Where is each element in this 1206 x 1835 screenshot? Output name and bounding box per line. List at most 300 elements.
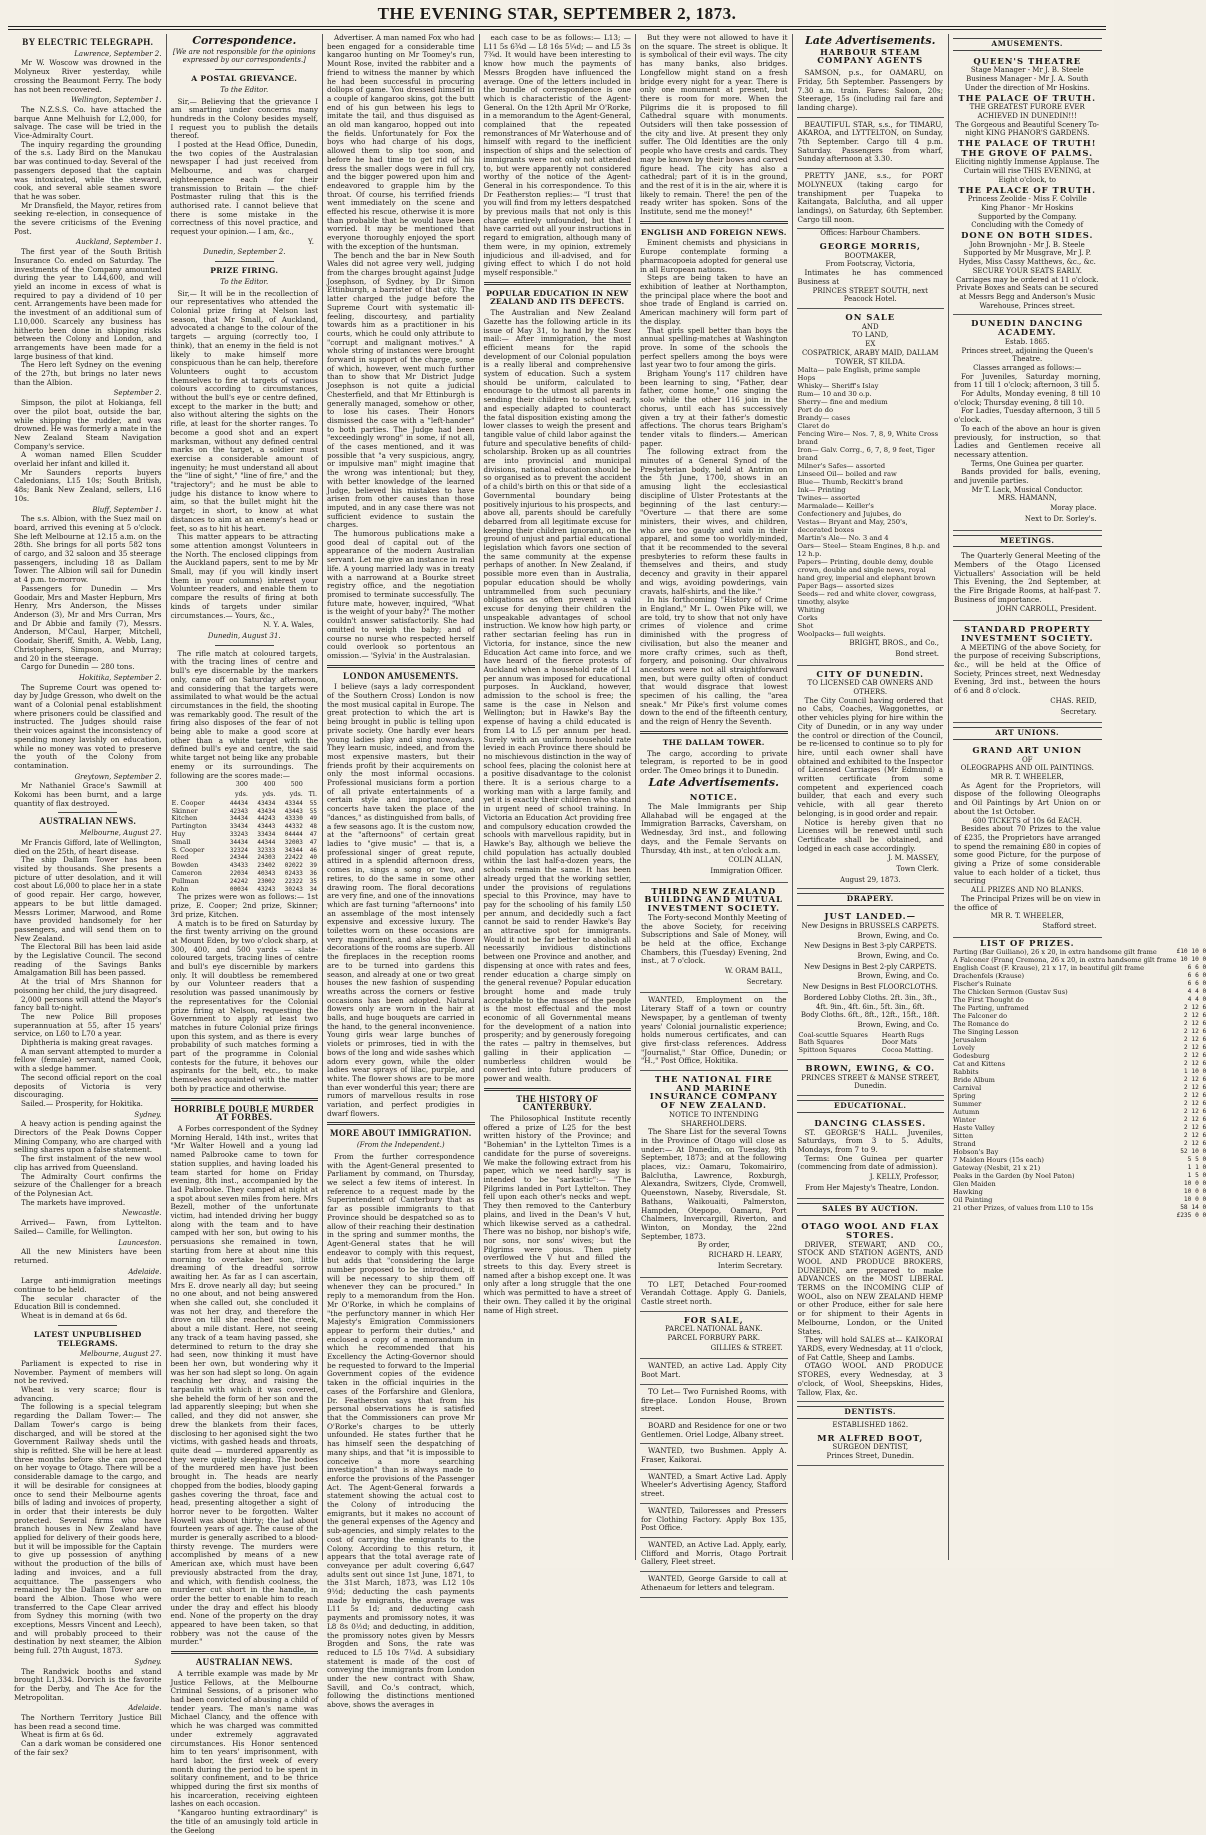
ad-signature: Brown, Ewing, and Co. <box>857 952 939 960</box>
ad-grand-art-union <box>953 742 1102 938</box>
goods-item: Marmalade— Keiller's <box>797 502 874 511</box>
paragraph: A match is to be fired on Saturday by the first twenty arriving on the ground at Mount Eden, by two o'clock sharp, at 300, 400, and 500 yards — slate-coloured targets, tracing lines of centre and bull's eye discernible by markers only. It will doubtless be remembered by our Volunteer readers that a resolution was passed unanimously by the representatives for the Colonial prize firing at Nelson, requesting the Government to apply at least two matches in future Colonial prize firings upon this system, and as there is every probability of such matches forming a part of the programme in Colonial contests for the future, it behoves our aspirants for the belt, etc., to make themselves acquainted with the matter both by practice and otherwise. <box>170 918 318 1093</box>
ad-line: EX <box>865 340 876 349</box>
prize-name: Lovely <box>953 1044 975 1053</box>
table-cell: 34344 <box>284 846 303 854</box>
table-cell: 43243 <box>257 885 276 893</box>
prize-name: Spring <box>953 1092 976 1101</box>
letter-salutation: To the Editor. <box>220 277 269 286</box>
ad-body: WANTED, two Bushmen. Apply A. Fraser, Kaikorai. <box>641 1446 787 1465</box>
table-cell: 33434 <box>229 823 248 831</box>
letter-signature: N. Y. A. Wales, <box>263 621 314 630</box>
table-cell: 46 <box>309 846 317 854</box>
news-paragraph: Parliament is expected to rise in November. Payment of members will not be revived. <box>14 1358 162 1386</box>
ad-line: SECURE YOUR SEATS EARLY. <box>972 266 1082 275</box>
news-paragraph: The markets have improved. <box>21 1197 126 1207</box>
table-cell: Kitchen <box>171 814 198 823</box>
ad-body: For Ladies, Tuesday afternoon, 3 till 5 o'clock. <box>954 406 1101 425</box>
paragraph: The cargo, according to private telegram, is reported to be in good order. The Omeo brings it to Dunedin. <box>640 748 788 775</box>
dateline: Auckland, September 1. <box>76 238 162 247</box>
ad-body: They will hold SALES at— KAIKORAI YARDS, every Wednesday, at 11 o'clock, of Fat Cattle, Sheep and Lambs. <box>797 1335 943 1362</box>
ad-title: ON SALE <box>845 311 896 322</box>
ad-line: Stage Manager - Mr J. B. Steele <box>970 66 1084 75</box>
ad-line: MR R. T. WHEELER, <box>990 912 1064 921</box>
table-cell: 24242 <box>229 877 248 885</box>
ad-city-of-dunedin <box>797 666 945 890</box>
prize-value: 2 12 6 <box>1183 1076 1206 1084</box>
section-heading: DENTISTS. <box>797 1406 945 1419</box>
table-cell: 02022 <box>284 862 303 870</box>
prize-row <box>953 956 1206 964</box>
ad-to-let <box>640 1278 788 1312</box>
ad-title: MR ALFRED BOOT, <box>817 1432 924 1443</box>
ad-role: Secretary. <box>746 977 783 986</box>
column-subheader: yds. <box>234 790 248 799</box>
prize-row <box>953 1092 1206 1100</box>
ad-line: Concluding with the Comedy of <box>971 221 1084 230</box>
ad-body: Besides about 70 Prizes to the value of £235, the Proprietors have arranged to spend the remaining £80 in copies of some good Picture, for the purpose of giving a Prize of some considerable value to each holder of a ticket, thus securing <box>954 824 1101 886</box>
news-paragraph: 2,000 persons will attend the Mayor's fancy ball to-night. <box>14 994 162 1013</box>
ad-line: ESTABLISHED 1862. <box>832 1420 909 1429</box>
table-cell: 22322 <box>284 877 303 885</box>
squares-table <box>798 1032 944 1055</box>
news-paragraph: Wheat is firm at 6s 6d. <box>21 1730 104 1740</box>
paragraph: The prizes were won as follows:— 1st prize, E. Cooper; 2nd prize, Skinner; 3rd prize, Kitchen. <box>170 892 318 919</box>
divider <box>484 1088 632 1091</box>
table-cell: Pullman <box>171 876 199 885</box>
table-cell: 33434 <box>257 831 276 839</box>
table-cell: 33243 <box>229 831 248 839</box>
column-header: 500 <box>290 780 303 789</box>
ad-role: From Her Majesty's Theatre, London. <box>805 1183 939 1192</box>
prize-value: 2 12 6 <box>1183 1044 1206 1052</box>
table-cell: Coal-scuttle Squares <box>798 1030 868 1039</box>
divider <box>327 665 475 668</box>
prize-name: A Falconer (Franq Cremona, 26 x 20, in extra handsome gilt frame <box>953 956 1177 965</box>
goods-item: Whiting <box>797 606 825 615</box>
ad-line: Princess Zeolide - Miss F. Colville <box>967 195 1087 204</box>
ad-for-sale <box>640 1312 788 1360</box>
ad-signature: CHAS. REID, <box>1050 696 1097 705</box>
masthead-rule <box>8 26 1106 30</box>
editorial-note: [We are not responsible for the opinions expressed by our correspondents.] <box>172 47 316 65</box>
paragraph: A Forbes correspondent of the Sydney Morning Herald, 14th inst., writes that "Mr Walter Howell and a young lad named Palbrooke came to town for station supplies, and having loaded his team started for home on Friday evening, 8th inst., accompanied by the lad Palbrooke. They camped at night at a spot about seven miles from here. Mrs Bezell, mother of the unfortunate victim, had intended driving her buggy along with the team and to have camped with her son, but owing to his persuasions she remained in town, starting from here at about nine this morning to overtake her son, little dreaming of the dreadful sorrow awaiting her. As far as I can ascertain, Mrs E. drove nearly all day; but seeing no one about, and not being answered when she called out, she concluded it was not her dray, and therefore the drove on till she reached the creek, about a mile distant. Here, not seeing any track of a team having passed, she determined to return to the dray she had seen, now thinking it must have been her own, but wondering why it was her son had slept so long. On again reaching her dray, and raising the tarpaulin with which it was covered, she beheld the form of her son and the lad apparently sleeping; but when she called, and they did not answer, she drew the blankets from their faces, disclosing to her agonised sight the two victims, with gashed heads and throats, quite dead — murdered apparently as they were quietly sleeping. The bodies of the murdered men have just been brought in. The heads are nearly chopped from the bodies, bloody gaping gashes covering the throat, face and head, presenting altogether a sight of horror never to be forgotten. Walter Howell was about thirty; the lad about fourteen years of age. The cause of the murder is generally ascribed to a blood-thirsty revenge. The murders were accomplished by means of a new American axe, which must have been previously abstracted from the dray, and which, with fiendish coolness, the murderer cut short in the handle, in order the better to enable him to reach under the dray and effect his bloody end. None of the property on the dray appeared to have been taken, so that robbery was not the cause of the murder." <box>170 1123 318 1647</box>
ad-signature: JOHN CARROLL, President. <box>996 605 1097 614</box>
ad-dancing-classes <box>797 1115 945 1200</box>
section-heading: AMUSEMENTS. <box>953 38 1102 51</box>
letter-salutation: To the Editor. <box>220 85 269 94</box>
ad-line: Bordered Lobby Cloths. 2ft. 3in., 3ft., 4ft. 9in., 4ft. 6in., 5ft. 3in., 6ft. <box>803 993 937 1011</box>
table-cell: 34434 <box>229 838 248 846</box>
paragraph: This matter appears to be attracting some attention amongst Volunteers in the North. The enclosed clippings from the Auckland papers, sent to me by Mr Small, may (if you will kindly insert them in your columns) interest your Volunteer readers, and enable them to compare the results of firing at both kinds of targets under similar circumstances.— Yours, &c., <box>170 532 318 620</box>
prize-row <box>953 996 1206 1004</box>
ad-address: PRINCES STREET & MANSE STREET, <box>801 1073 940 1082</box>
table-cell: 47 <box>309 831 317 839</box>
prize-name: Jerusalem <box>953 1036 987 1045</box>
prize-row <box>953 1044 1206 1052</box>
table-cell: 02433 <box>284 870 303 878</box>
prize-row <box>953 1156 1206 1164</box>
ad-line: Supported by the Company. <box>978 212 1077 221</box>
table-cell: 40 <box>309 854 317 862</box>
column-header: 300 <box>235 780 248 789</box>
prize-value: 10 0 0 <box>1183 1180 1206 1188</box>
ad-body: PRETTY JANE, s.s., for PORT MOLYNEUX (taking cargo for transhipment per Tuapeka to Kaitangata, Balclutha, and all upper landings), on Saturday, 6th September. Cargo till noon. <box>797 171 943 224</box>
dateline: Adelaide. <box>128 1267 162 1276</box>
news-paragraph: The Admiralty Court confirms the seizure of the Challenger for a breach of the Polynesian Act. <box>14 1171 162 1198</box>
ad-line: Private Boxes and Seats can be secured at Messrs Begg and Anderson's Music Warehouse, Princes street. <box>956 284 1099 310</box>
column-4-articles <box>480 34 637 1560</box>
news-paragraph: The ship Dallam Tower has been visited by thousands. She presents a picture of utter desolation, and it will cost about L6,000 to place her in a state of good repair. Her cargo, however, appears to be but little damaged. Messrs Lorimer, Marwood, and Rome have provided handsomely for her passengers, and will send them on to New Zealand. <box>14 855 162 943</box>
ad-role: Interim Secretary. <box>717 1261 783 1270</box>
table-row <box>798 1047 944 1055</box>
ad-role: Town Clerk. <box>896 865 939 874</box>
prize-name <box>953 1212 1176 1220</box>
ad-line: Estab. 1865. <box>1004 337 1050 346</box>
section-heading: ART UNIONS. <box>953 727 1102 740</box>
ad-body: WANTED, George Garside to call at Athenaeum for letters and telegram. <box>641 1574 787 1592</box>
divider <box>640 221 788 224</box>
ad-title: NOTICE. <box>689 792 738 803</box>
ad-body: DRIVER, STEWART, AND CO., STOCK AND STATION AGENTS, AND WOOL AND PRODUCE BROKERS, DUNEDIN, are prepared to make ADVANCES on the MOST LIBERAL TERMS on the INCOMING CLIP of WOOL, also on NEW ZEALAND HEMP or other Produce, either for sale here or for shipment to their Agents in Melbourne, London, or the United States. <box>797 1239 943 1336</box>
ad-body: BOARD and Residence for one or two Gentlemen. Oriel Lodge, Albany street. <box>641 1420 787 1439</box>
prize-name: Gateway (Nesbit, 21 x 21) <box>953 1164 1041 1173</box>
ad-line: 600 TICKETS of 10s 6d EACH. <box>972 816 1082 825</box>
paragraph: The humorous publications make a good deal of capital out of the appearance of the modern Australian servant. Let me give an instance in real life. A young married lady was in treaty with a narrowand at a Bourke street registry office, and the negotiation promised to terminate successfully. The future mate, however, inquired, "What is the weight of your baby?" The mother couldn't answer satisfactorily. She had omitted to weigh the baby; and of course no nurse who respected herself could overlook so portentous an omission.— 'Sylvia' in the Australasian. <box>327 529 475 660</box>
ad-title: OTAGO WOOL AND FLAX STORES. <box>801 1221 940 1240</box>
prize-value: 4 4 0 <box>1187 988 1206 996</box>
prize-value: 1 10 0 <box>1183 1068 1206 1076</box>
paragraph: Steps are being taken to have an exhibition of leather at Northampton, the principal place where the boot and shoe trade of England is carried on. American machinery will form part of the display. <box>640 273 788 326</box>
prize-value: 2 12 6 <box>1183 1060 1206 1068</box>
ad-wanted <box>640 1359 788 1384</box>
ad-body: The Male Immigrants per Ship Allahabad will be engaged at the Immigration Barracks, Caversham, on Wednesday, 3rd inst., and following days, and the Female Servants on Thursday, 4th inst., at ten o'clock a.m. <box>641 802 787 855</box>
ad-wanted <box>640 1470 788 1504</box>
list-title: LIST OF PRIZES. <box>980 937 1075 948</box>
goods-item: Martin's Ale— No. 3 and 4 <box>797 534 889 543</box>
news-paragraph: All the new Ministers have been returned. <box>14 1247 162 1265</box>
divider <box>484 282 632 285</box>
goods-item: Vestas— Bryant and May, 250's, decorated boxes <box>797 518 908 535</box>
news-paragraph: The Randwick booths and stand brought L1,334. Dorvich is the favorite for the Derby, and The Ace for the Metropolitan. <box>14 1666 162 1702</box>
ad-body: Notice is hereby given that no Licenses will be renewed until such Certificate shall be obtained, and lodged in each case accordingly. <box>797 817 943 853</box>
goods-item: Iron— Galv. Corrg., 6, 7, 8, 9 feet, Tiger brand <box>797 446 935 463</box>
prize-row <box>953 1012 1206 1020</box>
ad-wanted-literary <box>640 993 788 1071</box>
goods-item: Fencing Wire— Nos. 7, 8, 9, White Cross brand <box>797 430 939 447</box>
ad-wanted <box>640 1444 788 1469</box>
ad-body: ST. GEORGE'S HALL. Juveniles, Saturdays, from 3 to 5. Adults, Mondays, from 7 to 9. <box>797 1127 943 1154</box>
ad-signature: GILLIES & STREET. <box>710 1343 783 1352</box>
ad-body: WANTED, a Smart Active Lad. Apply Wheeler's Advertising Agency, Stafford street. <box>641 1471 787 1499</box>
ad-standard-property <box>953 621 1102 723</box>
goods-item: Ink— Printing <box>797 486 846 495</box>
ad-wool-stores <box>797 1218 945 1402</box>
news-paragraph: Wheat is in demand at 6s 6d. <box>21 1311 128 1321</box>
prize-row <box>953 1164 1206 1172</box>
prize-value: 2 12 6 <box>1183 1092 1206 1100</box>
ad-queens-theatre <box>953 53 1102 316</box>
column-header <box>171 780 222 790</box>
prize-row <box>953 988 1206 996</box>
ad-signature: RICHARD H. LEARY, <box>708 1251 783 1260</box>
paragraph: I posted at the Head Office, Dunedin, the two copies of the Australasian newspaper I had just received from Melbourne, and was charged eighteenpence each for their transmission to Britain — the chief-Postmaster ruling that this is the authorised rate. I cannot believe that there is some mistake in the correctness of this novel practice, and request your opinion.— I am, &c., <box>170 140 318 237</box>
ad-body: The Forty-second Monthly Meeting of the above Society, for receiving Subscriptions and Sale of Money, will be held at the office, Exchange Chambers, this (Tuesday) Evening, 2nd inst., at 7 o'clock. <box>641 912 787 966</box>
ad-title: GRAND ART UNION <box>972 744 1083 755</box>
ad-line: Classes arranged as follows:— <box>973 363 1082 372</box>
section-heading: Late Advertisements. <box>648 775 779 789</box>
paragraph: A terrible example was made by Mr Justice Fellows, at the Melbourne Criminal Sessions, of a prisoner who had been convicted of abusing a child of tender years. The man's name was Michael Clancy, and the offence with which he was charged was committed under extremely aggravated circumstances. His Honor sentenced him to ten years' imprisonment, with hard labor, the first week of every month during the period to be spent in solitary confinement, and to be thrice whipped during the first six months of his incarceration, receiving eighteen lashes on each occasion. <box>170 1668 318 1809</box>
goods-item: Confectionery and Jujubes, do <box>797 510 902 519</box>
news-paragraph: Cargo for Dunedin — 280 tons. <box>21 662 135 672</box>
prize-row <box>953 980 1206 988</box>
ad-wanted <box>640 1504 788 1538</box>
ad-address: Next to Dr. Sorley's. <box>1024 514 1097 523</box>
letter-signature: Y. <box>308 237 314 246</box>
paragraph: Sir,— It will be in the recollection of our representatives who attended the Colonial prize firing at Nelson last season, that Mr Small, of Auckland, advocated a change to the colour of the targets — arguing (correctly too, I think), that an enemy in the field is not likely to make himself more conspicuous than he can help, therefore Volunteers ought to accustom themselves to fire at targets of various colours according to circumstances, without the bull's eye or centre defined, except to the marker in the butt; and also without altering the sights on the rifle, at least for the shorter ranges. To become a good shot and an expert marksman, without any defined central marks on the target, a soldier must exercise a considerable amount of ingenuity; he must understand all about the "line of sight," "line of fire," and the "trajectory"; and he must be able to judge his distance to know where to aim, so that the bullet might hit the target; in short, to know at what distances to aim at an enemy's head or feet, so as to hit his heart. <box>170 288 318 533</box>
divider <box>215 69 274 70</box>
news-paragraph: The inquiry regarding the grounding of the s.s. Lady Bird on the Manukau bar was continued to-day. Several of the passengers deposed that the captain was intoxicated, while the steward, cook, and several able seamen swore that he was sober. <box>14 139 162 201</box>
table-cell: 34 <box>309 885 317 893</box>
divider <box>171 1651 319 1654</box>
prize-name: Sitten <box>953 1132 974 1141</box>
news-paragraph: The secular character of the Education Bill is condemned. <box>14 1293 162 1312</box>
ad-role: Immigration Officer. <box>710 866 783 875</box>
ad-body: Intimates he has commenced Business at <box>797 268 943 286</box>
table-cell: 35 <box>309 877 317 885</box>
article-title: HORRIBLE DOUBLE MURDER AT FORBES. <box>174 1103 315 1123</box>
ad-line: Eliciting nightly Immense Applause. The Curtain will rise THIS EVENING, at Eight o'clock, to <box>955 158 1100 184</box>
prize-name: The Falconer do <box>953 1012 1008 1021</box>
ad-byline: By order, <box>697 1241 730 1250</box>
ad-line: Terms, One Guinea per quarter. <box>970 459 1084 468</box>
prize-value: 2 12 6 <box>1183 1124 1206 1132</box>
ad-line: THE GROVE OF PALMS. <box>961 147 1094 158</box>
prize-row <box>953 1188 1206 1196</box>
news-paragraph: Mr Dransfield, the Mayor, retires from seeking re-election, in consequence of the severe criticisms of the Evening Post. <box>14 200 162 236</box>
dateline: Lawrence, September 2. <box>74 49 162 58</box>
dateline: Melbourne, August 27. <box>79 829 162 838</box>
table-cell: 43434 <box>257 799 276 807</box>
divider <box>215 645 274 646</box>
ad-signature: J. KELLY, Professor, <box>869 1173 939 1182</box>
prize-name: Hawking <box>953 1188 983 1197</box>
column-6-advertisements <box>793 34 950 1560</box>
table-cell: Kohn <box>171 884 189 893</box>
ad-body: WANTED, an Active Lad. Apply, early, Clifford and Morris, Otago Portrait Gallery, Fleet street. <box>641 1539 787 1567</box>
prize-name: Drachenfels (Krause) <box>953 972 1025 981</box>
dateline: Sydney. <box>134 1657 162 1666</box>
ad-body: As Agent for the Proprietors, will dispose of the following Oleographs and Oil Paintings by Art Union on or about the 1st October. <box>954 780 1101 816</box>
prize-value: 2 12 6 <box>1183 1140 1206 1148</box>
ad-line: Body Cloths. 6ft., 8ft., 12ft., 15ft., 18ft. <box>800 1011 940 1020</box>
prize-row <box>953 964 1206 972</box>
prize-name: Autumn <box>953 1108 980 1117</box>
table-cell: 43443 <box>257 823 276 831</box>
ad-body: BEAUTIFUL STAR, s.s., for TIMARU, AKAROA, and LYTTELTON, on Sunday, 7th September. Cargo till 4 p.m. Saturday. Passengers from wharf, Sunday afternoon at 3.30. <box>797 119 943 164</box>
paragraph: Brigham Young's 117 children have been learning to sing, "Father, dear father, come home," one singing the solo while the other 116 join in the chorus, until each has successively given a try at their father's domestic affections. The chorus tears Brigham's tender vitals to flinders.— American paper. <box>640 369 788 448</box>
prize-name: Strand <box>953 1140 976 1149</box>
goods-item: Malta— pale English, prime sample <box>797 366 921 375</box>
news-paragraph: Simpson, the pilot at Hokianga, fell over the pilot boat, outside the bar, while shipping the rudder, and was drowned. He was formerly a mate in the New Zealand Steam Navigation Company's service. <box>14 398 162 451</box>
goods-item: Linseed Oil— boiled and raw <box>797 470 897 479</box>
ad-line: PARCEL FORBURY PARK. <box>667 1334 760 1343</box>
divider <box>327 1122 475 1125</box>
table-cell: 47 <box>309 838 317 846</box>
ad-line: AND <box>861 322 879 331</box>
ad-line: Carriages may be ordered at 11 o'clock. <box>955 275 1099 284</box>
ad-line: DONE ON BOTH SIDES. <box>961 230 1094 241</box>
ad-line: John Brownjohn - Mr J. B. Steele <box>969 240 1085 249</box>
prize-value: 52 10 0 <box>1180 1148 1206 1156</box>
ad-national-fire-insurance <box>640 1071 788 1277</box>
prize-value: 10 0 0 <box>1183 1196 1206 1204</box>
prize-row <box>953 1196 1206 1204</box>
section-heading: Late Advertisements. <box>805 34 936 47</box>
prize-row <box>953 1100 1206 1108</box>
ad-body: WANTED, an active Lad. Apply City Boot Mart. <box>641 1361 787 1380</box>
prize-row <box>953 1036 1206 1044</box>
prize-name: Summer <box>953 1100 982 1109</box>
prize-name: Hobson's Bay <box>953 1148 999 1157</box>
news-paragraph: The Electoral Bill has been laid aside by the Legislative Council. The second reading of the Savings Banks Amalgamation Bill has been passed. <box>14 942 162 978</box>
ad-address: Princes street, adjoining the Queen's Theatre. <box>961 346 1093 364</box>
section-heading: LATEST UNPUBLISHED TELEGRAMS. <box>33 1329 142 1348</box>
prize-row <box>953 1108 1206 1116</box>
column-3-articles <box>323 33 480 1710</box>
goods-item: Rum— 10 and 30 o.p. <box>797 390 872 399</box>
goods-item: Milner's Safes— assorted <box>797 462 886 471</box>
ad-title: DANCING CLASSES. <box>814 1117 927 1128</box>
table-cell: 39 <box>309 862 317 870</box>
article-source: (From the Independent.) <box>356 1141 445 1150</box>
article-title: THE HISTORY OF CANTERBURY. <box>516 1093 599 1113</box>
prize-value: 2 12 6 <box>1183 1004 1206 1012</box>
prize-value: 2 12 6 <box>1183 1020 1206 1028</box>
ad-victuallers <box>953 549 1102 621</box>
ad-body: The Principal Prizes will be on view in the office of <box>954 893 1101 912</box>
ad-signature: BRIGHT, BROS., and Co., <box>849 639 939 648</box>
ad-title: CITY OF DUNEDIN. <box>816 668 925 679</box>
ad-subtitle: TO LICENSED CAB OWNERS AND OTHERS. <box>807 679 933 697</box>
news-paragraph: Mr W. Woscow was drowned in the Molyneux River yesterday, while crossing the Beaumont Ferry. The body has not been recovered. <box>14 58 162 94</box>
ad-line: OF <box>1021 755 1033 764</box>
table-cell: 43433 <box>229 862 248 870</box>
ad-wanted <box>640 1385 788 1419</box>
prize-name: English Coast (F. Krause), 21 x 17, in beautiful gilt frame <box>953 964 1145 973</box>
ad-address: PRINCES STREET SOUTH, next Peacock Hotel. <box>812 286 928 304</box>
table-cell: Partington <box>171 822 207 831</box>
prize-value: 2 12 6 <box>1183 1036 1206 1044</box>
news-paragraph: Diphtheria is making great ravages. <box>21 1038 153 1048</box>
prize-name: 7 Maiden Hours (15s each) <box>953 1156 1044 1165</box>
table-cell: 36 <box>309 870 317 878</box>
news-paragraph: The Supreme Court was opened to-day by Judge Gresson, who dwelt on the want of a Colonial penal establishment where prisoners could be classified and instructed. The Judges should raise their voices against the inconsistency of spending money lavishly on education, while no money was voted to preserve the youth of the Colony from contamination. <box>14 682 162 770</box>
goods-item: Woolpacks— full weights. <box>797 630 886 639</box>
ad-steamer <box>797 66 945 118</box>
goods-item: Paper Bags— assorted sizes <box>797 582 894 591</box>
ad-line: The Gorgeous and Beautiful Scenery To-night KING PHANOR'S GARDENS. <box>955 120 1100 138</box>
columns <box>10 33 1206 1835</box>
ad-dentist <box>797 1430 945 1466</box>
prize-row <box>953 1076 1206 1084</box>
paragraph: "Kangaroo hunting extraordinary" is the title of an amusingly told article in the Geelong <box>170 1808 318 1835</box>
ad-body: WANTED, Employment on the Literary Staff of a town or country Newspaper, by a gentleman of twenty years' Colonial journalistic experience; holds numerous certificates, and can give first-class references. Address "Journalist," Star Office, Dunedin; or "H.," Post Office, Hokitika. <box>641 995 787 1066</box>
prize-value: 1 1 0 <box>1187 1164 1206 1172</box>
ad-signature: Brown, Ewing, and Co. <box>857 931 939 940</box>
paragraph: That girls spell better than boys the annual spelling-matches at Washington prove. In some of the schools the perfect spellers among the boys were last year two to four among the girls. <box>640 325 788 370</box>
prize-name: The Chicken Sermon (Gustav Sus) <box>953 988 1068 997</box>
prize-row <box>953 1124 1206 1132</box>
prize-value: 2 12 6 <box>1183 1028 1206 1036</box>
ad-body: The Quarterly General Meeting of the Members of the Otago Licensed Victuallers' Association will be held This Evening, the 2nd September, at the Fire Brigade Rooms, at half-past 7. Business of importance. <box>954 551 1101 604</box>
masthead-title: THE EVENING STAR, SEPTEMBER 2, 1873. <box>377 4 737 23</box>
ad-title: GEORGE MORRIS, <box>819 241 921 252</box>
ad-title: DUNEDIN DANCING ACADEMY. <box>971 318 1084 338</box>
table-cell: S. Cooper <box>171 845 205 854</box>
table-cell: 43344 <box>284 799 303 807</box>
ad-body: SAMSON, p.s., for OAMARU, on Friday, 5th September. Passengers by 7.30 a.m. train. Fares: Saloon, 20s; Steerage, 15s (including rail fare and landing charge). <box>797 68 943 112</box>
goods-item: Corks <box>797 614 818 623</box>
news-paragraph: The new Police Bill proposes superannuation at 55, after 15 years' service, on L60 to L70 a year. <box>14 1011 162 1039</box>
table-cell: E. Cooper <box>171 798 205 807</box>
column-7-amusements <box>949 34 1206 1560</box>
prize-value: 2 12 6 <box>1183 1100 1206 1108</box>
prize-name: 21 other Prizes, of values from L10 to 15s <box>953 1204 1094 1213</box>
prize-list <box>953 948 1206 1220</box>
paragraph: From the further correspondence with the Agent-General presented to Parliament by command, on Thursday, we select a few items of interest. In reference to a request made by the Superintendent of Canterbury that as far as possible immigrants to that Province should be despatched so as to allow of their reaching their destination in the spring and summer months, the Agent-General states that he will endeavor to comply with this request, but adds that "considering the large number proposed to be introduced, it will be necessary to ship them off whenever they can be procured." In reply to a memorandum from the Hon. Mr O'Rorke, in which he complains of "the perfunctory manner in which Her Majesty's Emigration Commissioners appear to perform their duties," and enclosed a copy of a memorandum in which he recommended that his Excellency the Acting-Governor should be requested to forward to the Imperial Government copies of the evidence taken in the official inquiries in the cases of the Forfarshire and Glenlora, Dr. Featherston says that from his personal observations he is satisfied that the Commissioners can prove Mr O'Rorke's charges to be utterly unfounded. He states further that he has himself seen the despatching of many ships, and that "it is impossible to conceive a more searching investigation" than is always made to enforce the provisions of the Passenger Act. The Agent-General forwards a statement showing the actual cost to the Colony of introducing the emigrants, but it makes no account of the general expenses of the Agency and sub-agencies, and simply relates to the cost of carrying the emigrants to the Colony. According to this return, it appears that the total average rate of conveyance per adult covering 6,647 adults sent out since 1st June, 1871, to the 31st March, 1873, was L12 10s 9½d; deducting the cash payments made by emigrants, the average was L11 5s 1d; and deducting cash payments and promissory notes, it was L8 8s 0½d; and deducting, in addition, the promissory notes given by Messrs Brogden and Sons, the rate was reduced to L5 10s 7¼d. A subsidiary statement is made of the cost of conveying the immigrants from London under the new contract with Shaw, Savill, and Co.'s contract, which, following the distinctions mentioned above, shows the averages in <box>327 1151 475 1710</box>
column-2-correspondence <box>167 34 324 1835</box>
goods-item: Sherry— fine and medium <box>797 398 888 407</box>
article-title: AUSTRALIAN NEWS. <box>195 1657 293 1668</box>
table-cell: 23402 <box>257 862 276 870</box>
ad-signature: MRS. HAMANN, <box>997 494 1057 503</box>
article-title: MORE ABOUT IMMIGRATION. <box>329 1128 472 1139</box>
paragraph: Sir,— Believing that the grievance I am smarting under concerns many hundreds in the Colony besides myself, I request you to publish the details thereof. <box>170 96 318 141</box>
ad-body: The City Council having ordered that no Cabs, Coaches, Waggonettes, or other vehicles plying for hire within the City of Dunedin, or in any way under the control or direction of the Council, be re-licensed to continue so to ply for hire, until each owner shall have obtained and exhibited to the Inspector of Licensed Carriages (Mr Edmund) a written certificate from some competent and experienced coach builder, that each and every such vehicle, with all gear thereto belonging, is in good order and repair. <box>797 695 943 818</box>
ad-steamer <box>797 118 945 170</box>
ad-line: New Designs in Best FLOORCLOTHS. <box>802 983 938 992</box>
prize-row <box>953 972 1206 980</box>
paragraph: The bench and the bar in New South Wales did not agree very well, judging from the charges brought against Judge Josephson, of Sydney, by Dr Simon Ettinburgh, a barrister of that city. The latter charged the judge before the Supreme Court with systematic ill-feeling, discourtesy, and partiality towards him as a practitioner in his courts, which he could only attribute to "corrupt and malignant motives." A whole string of instances were brought forward in support of the charge, some of which, however, went much further than to show that Mr District Judge Josephson is not quite a judicial Chesterfield, and that Mr Ettinburgh is generally managed, somehow or other, to lose his cases. Their Honors dismissed the case with a "left-hander" to both parties. The Judge had been "exceedingly wrong" in some, if not all, of the cases mentioned, and it was possible that "a very suspicious, angry, or impulsive man" might imagine that the wrong was intentional; but they, with better knowledge of the learned Judge, believed his mistakes to have arisen from other causes than those imputed, and in any case there was not sufficient evidence to sustain the charges. <box>327 250 475 530</box>
section-heading: MEETINGS. <box>953 535 1102 548</box>
prize-value: 58 14 0 <box>1180 1204 1206 1212</box>
paragraph: The Australian and New Zealand Gazette has the following article in its issue of May 31, to hand by the Suez mail:— After immigration, the most efficient means for the rapid development of our Colonial population is a really liberal and comprehensive system of education. Such a system should be uniform, calculated to encourage to the utmost all parents in sending their children to school early, and especially adapted to counteract the fatal disposition existing among the lower classes to weigh the present and tangible value of child labor against the future and speculative benefits of child-scholarship. Broken up as all countries are into provincial and municipal divisions, national education should be so organised as to prevent the accident of a child's birth on this or that side of a Governmental boundary being positively injurious to his prospects, and above all, parents should be carefully debarred from all legitimate excuse for keeping their children ignorant, on the ground of unjust and partial educational legislation which favors one section of the same community at the expense perhaps of another. In New Zealand, if possible more even than in Australia, popular education should be wholly untrammelled from such pecuniary obligations as often prevent a valid excuse for denying their children the unspeakable advantages of school instruction. We know how high party, or rather sectarian feeling has run in Victoria, for instance, since the new Education Act came into force, and we have heard of the fierce protests of Auckland when a household rate of L1 per annum was imposed for educational purposes. In Auckland, however, admission to the school is free; the same is the case in Nelson and Wellington; but in Hawke's Bay the expense of having a child educated is from L4 to L5 per annum per head. Surely with an uniform household rate levied in each Province there should be no mischievous distinction in the way of school fees, placing the colonist here at a positive disadvantage to the colonist there. It is a serious charge to a working man with a large family, and yet it is exactly their children who stand in urgent need of school training. In Victoria an Education Act providing free and compulsory education crowded the schools with marvellous rapidity, but in Hawke's Bay, although we believe the child population has actually doubled within the last half-a-dozen years, the schools remain the same. It has been already urged that the working settler, under the provisions of regulations special to this Province, may have to pay for the schooling of his family L50 per annum, and decidedly such a fact cannot be said to render Hawke's Bay an attractive spot for immigrants. Would it not be far better to abolish all necessarily invidious distinctions between one Province and another, and dispensing at once with rates and fees, render education a charge simply on the general revenue? Popular education brought home and made truly acceptable to the masses of the people is the most effectual and the most economic of all Governmental means for the development of a nation into prosperity; and by generously foregoing the rates — paltry in themselves, but galling in their application — numberless children would be converted into future producers of power and wealth. <box>483 308 632 1083</box>
ad-subtitle: NOTICE TO INTENDING SHAREHOLDERS. <box>668 1110 759 1128</box>
table-header-row <box>171 780 319 790</box>
prize-name: Godesburg <box>953 1052 990 1061</box>
news-paragraph: The Hero left Sydney on the evening of the 27th, but brings no later news than the Albion. <box>14 360 162 387</box>
prize-name: Glen Maiden <box>953 1180 996 1189</box>
table-cell: 55 <box>309 799 317 807</box>
letter-date: Dunedin, September 2. <box>203 248 286 257</box>
ad-address: Moray place. <box>1050 504 1097 513</box>
section-heading: AUSTRALIAN NEWS. <box>39 816 137 827</box>
prize-row <box>953 1004 1206 1012</box>
ad-line: New Designs in Best 3-ply CARPETS. <box>804 942 937 951</box>
news-paragraph: Mr Saunders reports buyers Caledonians, L15 10s; South British, 48s; Bank New Zealand, sellers, L16 10s. <box>14 467 162 503</box>
ad-george-morris <box>797 238 945 309</box>
prize-row <box>953 1116 1206 1124</box>
prize-value: 6 6 0 <box>1187 980 1206 988</box>
table-row <box>171 847 319 855</box>
table-row <box>171 831 319 839</box>
prize-name: Parting (Bar Guiliano), 26 x 20, in extra handsome gilt frame <box>953 948 1157 957</box>
prize-value: 2 12 6 <box>1183 1052 1206 1060</box>
ad-building-society <box>640 883 788 994</box>
ad-steamer <box>797 169 945 229</box>
news-paragraph: Mr Nathaniel Grace's Sawmill at Kokomi has been burnt, and a large quantity of flax destroyed. <box>14 781 162 808</box>
